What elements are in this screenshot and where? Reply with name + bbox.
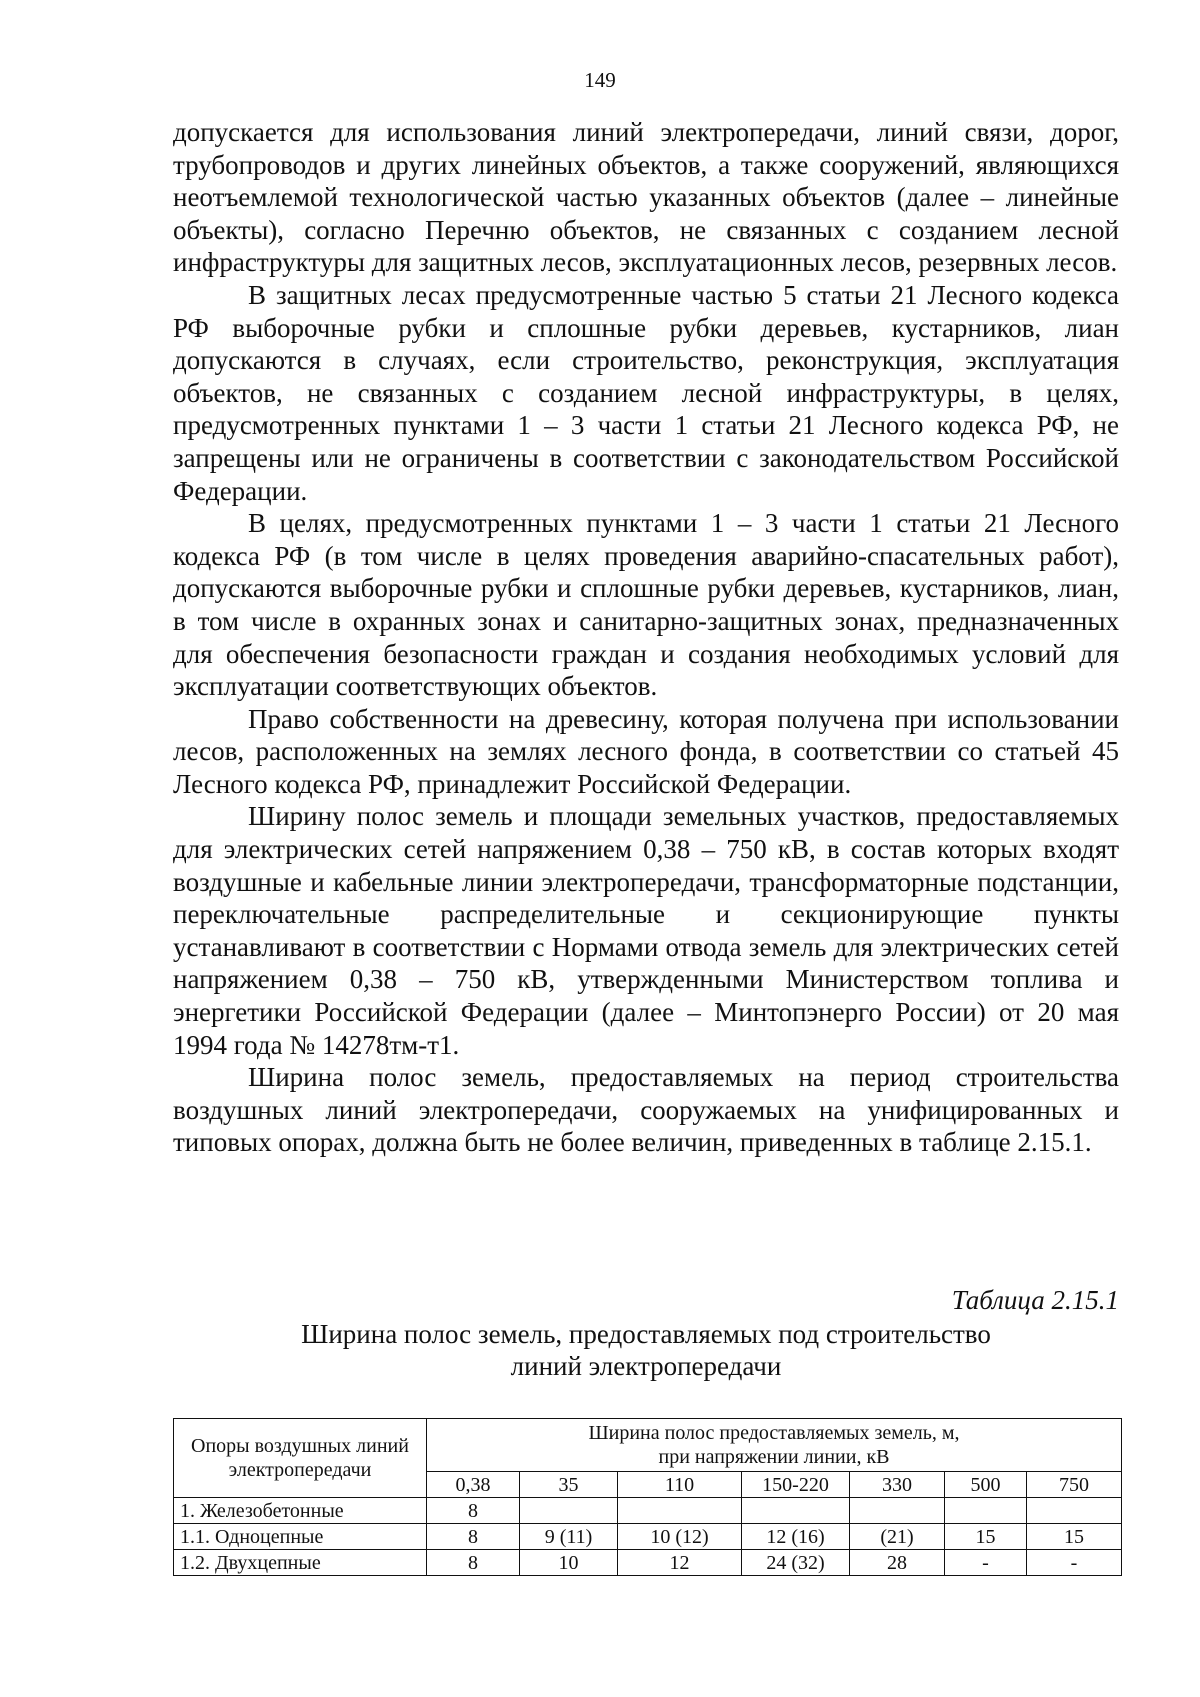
- table-cell: 8: [427, 1524, 520, 1550]
- table-cell: 15: [1027, 1524, 1122, 1550]
- table-cell: 24 (32): [742, 1550, 850, 1576]
- table-cell: [742, 1498, 850, 1524]
- voltage-header: 150-220: [742, 1472, 850, 1498]
- stub-header: Опоры воздушных линий электропередачи: [174, 1419, 427, 1498]
- page-number: 149: [584, 68, 616, 92]
- group-header-line-2: при напряжении линии, кВ: [658, 1446, 890, 1468]
- table-cell: 9 (11): [520, 1524, 618, 1550]
- table-row: [174, 1524, 1122, 1550]
- table-cell: [850, 1498, 945, 1524]
- table-cell: [520, 1498, 618, 1524]
- table-cell: [945, 1498, 1027, 1524]
- body-text: [173, 116, 1119, 1159]
- voltage-header: 0,38: [427, 1472, 520, 1498]
- paragraph-1: допускается для использования линий электропередачи, линий связи, дорог, трубопроводов и других линейных объектов, а также сооружений, являющихся неотъемлемой технологической частью указанных объектов (далее – линейные объекты), согласно Перечню объектов, не связанных с созданием лесной инфраструктуры для защитных лесов, эксплуатационных лесов, резервных лесов.: [173, 117, 1119, 278]
- paragraph-2: В защитных лесах предусмотренные частью 5 статьи 21 Лесного кодекса РФ выборочные рубки и сплошные рубки деревьев, кустарников, лиан допускаются в случаях, если строительство, реконструкция, эксплуатация объектов, не связанных с созданием лесной инфраструктуры, в целях, предусмотренных пунктами 1 – 3 части 1 статьи 21 Лесного кодекса РФ, не запрещены или не ограничены в соответствии с законодательством Российской Федерации.: [173, 279, 1119, 506]
- table-title-line-1: Ширина полос земель, предоставляемых под строительство: [301, 1319, 991, 1349]
- voltage-group-header: [427, 1419, 1122, 1472]
- table-cell: 10: [520, 1550, 618, 1576]
- paragraph-5: Ширину полос земель и площади земельных участков, предоставляемых для электрических сетей напряжением 0,38 – 750 кВ, в состав которых входят воздушные и кабельные линии электропередачи, трансформаторные подстанции, переключательные распределительные и секционирующие пункты устанавливают в соответствии с Нормами отвода земель для электрических сетей напряжением 0,38 – 750 кВ, утвержденными Министерством топлива и энергетики Российской Федерации (далее – Минтопэнерго России) от 20 мая 1994 года № 14278тм-т1.: [173, 801, 1119, 1060]
- table-cell: 12: [618, 1550, 742, 1576]
- table-cell: (21): [850, 1524, 945, 1550]
- paragraph-4: Право собственности на древесину, которая получена при использовании лесов, расположенных на землях лесного фонда, в соответствии со статьей 45 Лесного кодекса РФ, принадлежит Российской Федерации.: [173, 703, 1119, 799]
- paragraph-3: В целях, предусмотренных пунктами 1 – 3 части 1 статьи 21 Лесного кодекса РФ (в том числе в целях проведения аварийно-спасательных работ), допускаются выборочные рубки и сплошные рубки деревьев, кустарников, лиан, в том числе в охранных зонах и санитарно-защитных зонах, предназначенных для обеспечения безопасности граждан и создания необходимых условий для эксплуатации соответствующих объектов.: [173, 508, 1119, 702]
- table-row: [174, 1498, 1122, 1524]
- table-cell: 12 (16): [742, 1524, 850, 1550]
- row-label: 1. Железобетонные: [174, 1498, 427, 1524]
- row-label: 1.1. Одноцепные: [174, 1524, 427, 1550]
- table-cell: [1027, 1498, 1122, 1524]
- table-row: [174, 1550, 1122, 1576]
- voltage-header: 750: [1027, 1472, 1122, 1498]
- table-cell: 8: [427, 1498, 520, 1524]
- table-cell: -: [1027, 1550, 1122, 1576]
- land-width-table: [173, 1418, 1122, 1576]
- group-header-line-1: Ширина полос предоставляемых земель, м,: [588, 1422, 960, 1444]
- voltage-header: 110: [618, 1472, 742, 1498]
- table-cell: 10 (12): [618, 1524, 742, 1550]
- table-title: [173, 1318, 1119, 1382]
- table-cell: -: [945, 1550, 1027, 1576]
- table-cell: [618, 1498, 742, 1524]
- paragraph-6: Ширина полос земель, предоставляемых на период строительства воздушных линий электропередачи, сооружаемых на унифицированных и типовых опорах, должна быть не более величин, приведенных в таблице 2.15.1.: [173, 1062, 1119, 1158]
- voltage-header: 330: [850, 1472, 945, 1498]
- voltage-header: 500: [945, 1472, 1027, 1498]
- table-cell: 28: [850, 1550, 945, 1576]
- voltage-header: 35: [520, 1472, 618, 1498]
- table-title-line-2: линий электропередачи: [510, 1351, 782, 1381]
- table-cell: 15: [945, 1524, 1027, 1550]
- row-label: 1.2. Двухцепные: [174, 1550, 427, 1576]
- table-cell: 8: [427, 1550, 520, 1576]
- table-label: Таблица 2.15.1: [951, 1285, 1119, 1315]
